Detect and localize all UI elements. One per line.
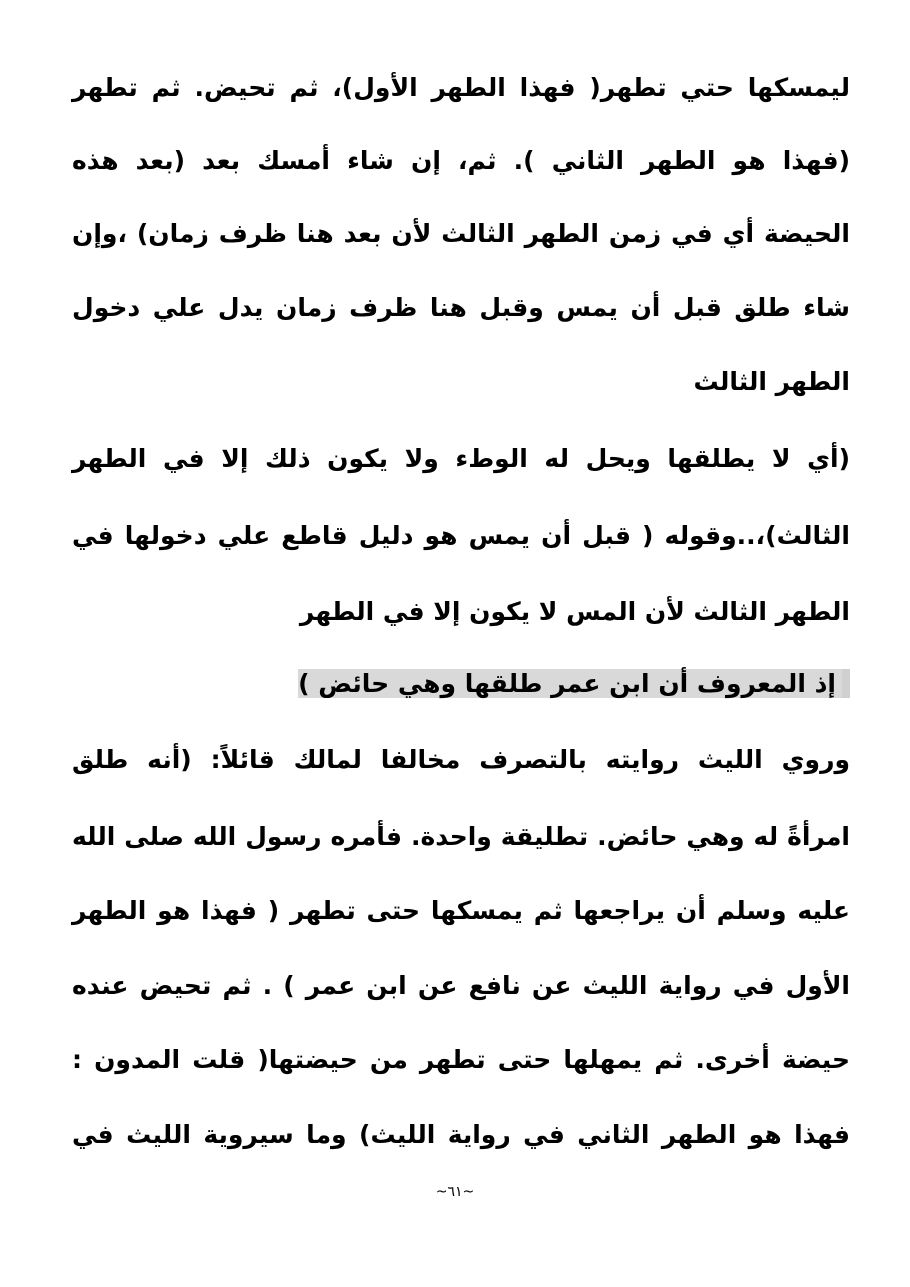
text-line-4: شاء طلق قبل أن يمس وقبل هنا ظرف زمان يدل علي دخول: [72, 293, 850, 322]
text-line-12: عليه وسلم أن يراجعها ثم يمسكها حتى تطهر ( فهذا هو الطهر: [72, 896, 850, 925]
text-line-13: الأول في رواية الليث عن نافع عن ابن عمر ) . ثم تحيض عنده: [72, 971, 850, 1000]
text-line-2: (فهذا هو الطهر الثاني ). ثم، إن شاء أمسك بعد (بعد هذه: [72, 146, 850, 175]
text-line-8: الطهر الثالث لأن المس لا يكون إلا في الطهر: [299, 597, 850, 626]
page-number: ~٦١~: [435, 1184, 475, 1200]
text-line-15: فهذا هو الطهر الثاني في رواية الليث) وما سيروية الليث في: [72, 1120, 850, 1149]
text-line-3: الحيضة أي في زمن الطهر الثالث لأن بعد هنا ظرف زمان) ،وإن: [72, 219, 850, 248]
text-line-9: إذ المعروف أن ابن عمر طلقها وهي حائض ): [298, 669, 850, 698]
text-line-14: حيضة أخرى. ثم يمهلها حتى تطهر من حيضتها( قلت المدون :: [72, 1045, 850, 1074]
highlighted-line: [298, 664, 850, 704]
text-line-10: وروي الليث روايته بالتصرف مخالفا لمالك قائلاً: (أنه طلق: [72, 745, 850, 774]
text-line-1: ليمسكها حتي تطهر( فهذا الطهر الأول)، ثم تحيض. ثم تطهر: [72, 73, 850, 102]
text-line-5: الطهر الثالث: [693, 367, 850, 396]
text-line-6: (أي لا يطلقها ويحل له الوطء ولا يكون ذلك إلا في الطهر: [72, 444, 850, 473]
text-line-11: امرأةً له وهي حائض. تطليقة واحدة. فأمره رسول الله صلى الله: [72, 822, 850, 851]
text-line-7: الثالث)،..وقوله ( قبل أن يمس هو دليل قاطع علي دخولها في: [72, 521, 850, 550]
